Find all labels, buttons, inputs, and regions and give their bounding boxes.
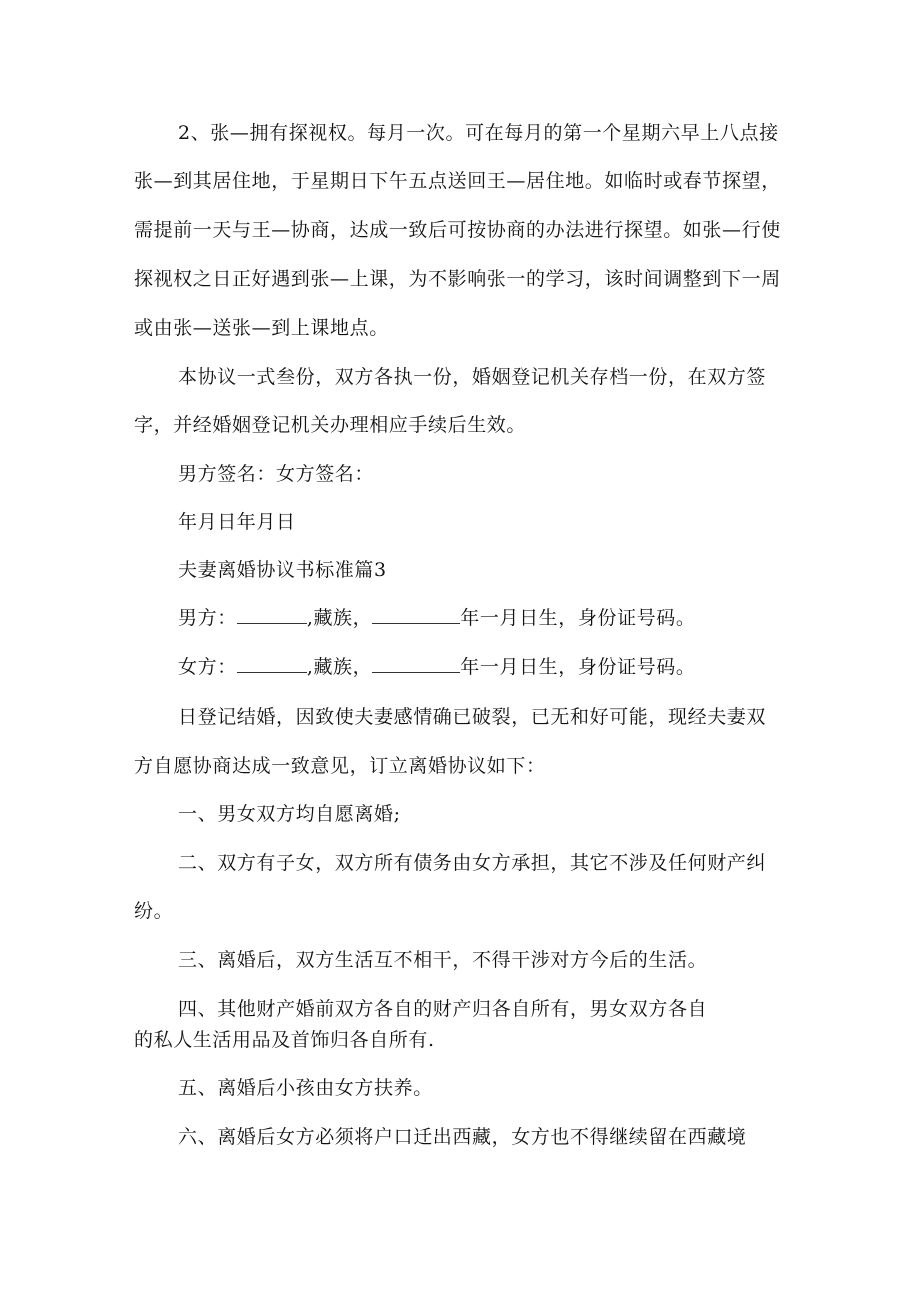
para-copies-line-2: 字，并经婚姻登记机关办理相应手续后生效。: [134, 414, 527, 436]
para-visitation-line-2: 张—到其居住地，于星期日下午五点送回王—居住地。如临时或春节探望，: [134, 170, 781, 192]
clause-3: 三、离婚后，双方生活互不相干，不得干涉对方今后的生活。: [178, 949, 708, 971]
name-blank: [237, 656, 307, 673]
clause-4-line-2: 的私人生活用品及首饰归各自所有.: [134, 1029, 435, 1051]
para-copies-line-1: 本协议一式叁份，双方各执一份，婚姻登记机关存档一份，在双方签: [178, 366, 767, 388]
signature-line: 男方签名：女方签名：: [178, 463, 375, 485]
para-visitation-line-4: 探视权之日正好遇到张—上课，为不影响张一的学习，该时间调整到下一周: [134, 268, 781, 290]
clause-5: 五、离婚后小孩由女方扶养。: [178, 1077, 433, 1099]
para-visitation-line-5: 或由张—送张—到上课地点。: [134, 317, 389, 339]
para-visitation-line-1: 2、张—拥有探视权。每月一次。可在每月的第一个星期六早上八点接: [178, 122, 779, 144]
wife-birth-id: 年一月日生，身份证号码。: [460, 656, 696, 678]
section-heading: 夫妻离婚协议书标准篇3: [178, 559, 387, 581]
para-marriage-line-1: 日登记结婚，因致使夫妻感情确已破裂，已无和好可能，现经夫妻双: [178, 706, 767, 728]
date-line: 年月日年月日: [178, 511, 296, 533]
wife-label: 女方：: [178, 656, 237, 678]
birth-year-blank: [372, 607, 460, 624]
birth-year-blank: [372, 656, 460, 673]
name-blank: [237, 607, 307, 624]
clause-2-line-2: 纷。: [134, 900, 174, 922]
husband-info-line: [178, 606, 695, 630]
clause-1: 一、男女双方均自愿离婚;: [178, 803, 401, 825]
husband-ethnicity: ,藏族，: [306, 607, 373, 629]
para-marriage-line-2: 方自愿协商达成一致意见，订立离婚协议如下：: [134, 755, 546, 777]
para-visitation-line-3: 需提前一天与王—协商，达成一致后可按协商的办法进行探望。如张—行使: [134, 219, 781, 241]
clause-4-line-1: 四、其他财产婚前双方各自的财产归各自所有，男女双方各自: [178, 998, 708, 1020]
wife-info-line: [178, 655, 695, 679]
wife-ethnicity: ,藏族，: [306, 656, 373, 678]
clause-6: 六、离婚后女方必须将户口迁出西藏，女方也不得继续留在西藏境: [178, 1126, 747, 1148]
husband-birth-id: 年一月日生，身份证号码。: [460, 607, 696, 629]
clause-2-line-1: 二、双方有子女，双方所有债务由女方承担，其它不涉及任何财产纠: [178, 852, 767, 874]
husband-label: 男方：: [178, 607, 237, 629]
